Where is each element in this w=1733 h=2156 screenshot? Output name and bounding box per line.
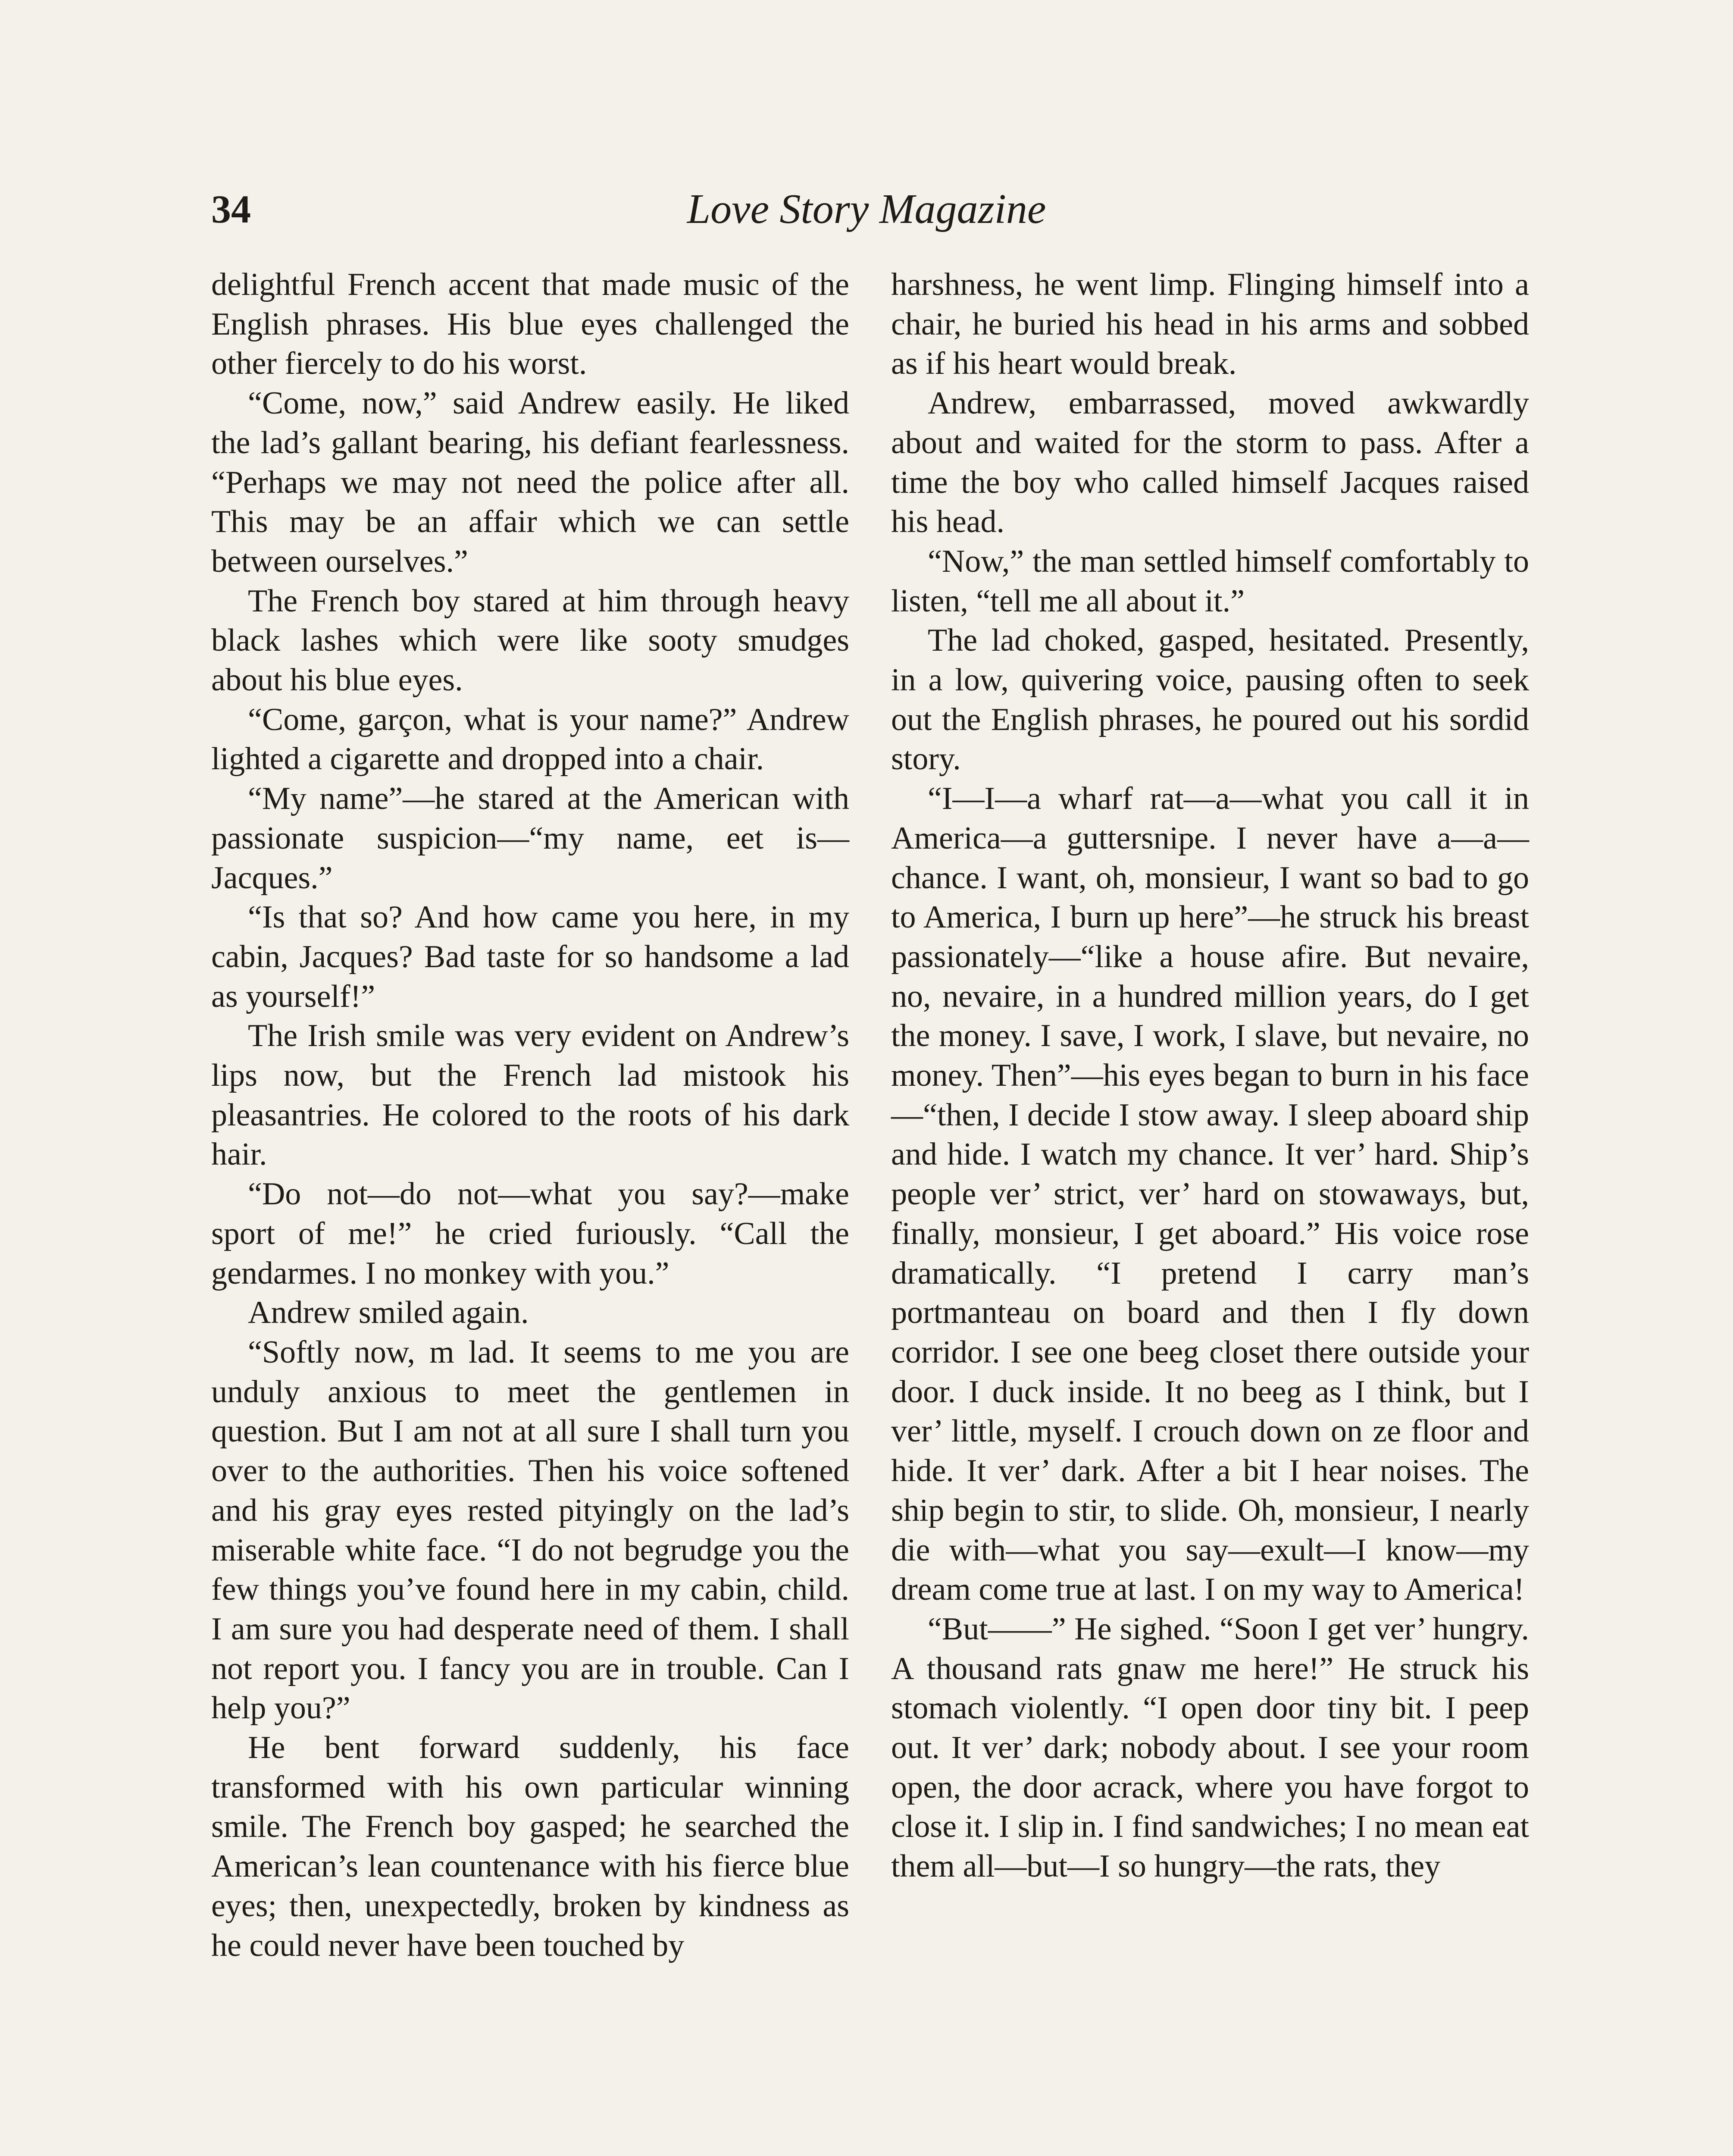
paragraph: Andrew, embarrassed, moved awkwardly about and waited for the storm to pass. After a time the boy who called himself Jacques raised his head. bbox=[891, 385, 1529, 540]
paragraph: Andrew smiled again. bbox=[248, 1295, 529, 1331]
paragraph: harshness, he went limp. Flinging himself into a chair, he buried his head in his arms and sobbed as if his heart would break. bbox=[891, 267, 1529, 382]
paragraph: “Come, garçon, what is your name?” Andrew lighted a cigarette and dropped into a chair. bbox=[211, 702, 849, 777]
paragraph: “I—I—a wharf rat—a—what you call it in America—a guttersnipe. I never have a—a—chance. I want, oh, monsieur, I want so bad to go to America, I burn up here”—he struck his breast passionately—“like a house afire. But nevaire, no, nevaire, in a hundred million years, do I get the money. I save, I work, I slave, but nevaire, no money. Then”—his eyes began to burn in his face—“then, I decide I stow away. I sleep aboard ship and hide. I watch my chance. It ver’ hard. Ship’s people ver’ strict, ver’ hard on stowaways, but, finally, monsieur, I get aboard.” His voice rose dramatically. “I pretend I carry man’s portmanteau on board and then I fly down corridor. I see one beeg closet there outside your door. I duck inside. It no beeg as I think, but I ver’ little, myself. I crouch down on ze floor and hide. It ver’ dark. After a bit I hear noises. The ship begin to stir, to slide. Oh, monsieur, I nearly die with—what you say—exult—I know—my dream come true at last. I on my way to America! bbox=[891, 781, 1529, 1608]
paragraph: The Irish smile was very evident on Andrew’s lips now, but the French lad mistook his pleasantries. He colored to the roots of his dark hair. bbox=[211, 1018, 849, 1172]
paragraph: “Softly now, m lad. It seems to me you are unduly anxious to meet the gentlemen in question. But I am not at all sure I shall turn you over to the authorities. Then his voice softened and his gray eyes rested pityingly on the lad’s miserable white face. “I do not begrudge you the few things you’ve found here in my cabin, child. I am sure you had desperate need of them. I shall not report you. I fancy you are in trouble. Can I help you?” bbox=[211, 1334, 849, 1726]
left-text-column bbox=[211, 265, 849, 1965]
paragraph: “Is that so? And how came you here, in my cabin, Jacques? Bad taste for so handsome a lad as yourself!” bbox=[211, 899, 849, 1014]
paragraph: “Come, now,” said Andrew easily. He liked the lad’s gallant bearing, his defiant fearlessness. “Perhaps we may not need the police after all. This may be an affair which we can settle between ourselves.” bbox=[211, 385, 849, 579]
paragraph: “Do not—do not—what you say?—make sport of me!” he cried furiously. “Call the gendarmes. I no monkey with you.” bbox=[211, 1176, 849, 1291]
paragraph: The French boy stared at him through heavy black lashes which were like sooty smudges about his blue eyes. bbox=[211, 583, 849, 698]
paragraph: “But——” He sighed. “Soon I get ver’ hungry. A thousand rats gnaw me here!” He struck his stomach violently. “I open door tiny bit. I peep out. It ver’ dark; nobody about. I see your room open, the door acrack, where you have forgot to close it. I slip in. I find sandwiches; I no mean eat them all—but—I so hungry—the rats, they bbox=[891, 1611, 1529, 1884]
paragraph: The lad choked, gasped, hesitated. Presently, in a low, quivering voice, pausing often to seek out the English phrases, he poured out his sordid story. bbox=[891, 623, 1529, 777]
magazine-title: Love Story Magazine bbox=[687, 186, 1046, 232]
paragraph: delightful French accent that made music of the English phrases. His blue eyes challenged the other fiercely to do his worst. bbox=[211, 267, 849, 382]
right-text-column bbox=[891, 265, 1529, 1887]
paragraph: “My name”—he stared at the American with passionate suspicion—“my name, eet is—Jacques.” bbox=[211, 781, 849, 896]
paragraph: “Now,” the man settled himself comfortably to listen, “tell me all about it.” bbox=[891, 543, 1529, 619]
paragraph: He bent forward suddenly, his face transformed with his own particular winning smile. The French boy gasped; he searched the American’s lean countenance with his fierce blue eyes; then, unexpectedly, broken by kindness as he could never have been touched by bbox=[211, 1730, 849, 1963]
page-header bbox=[211, 179, 1522, 239]
page-number: 34 bbox=[211, 187, 251, 231]
